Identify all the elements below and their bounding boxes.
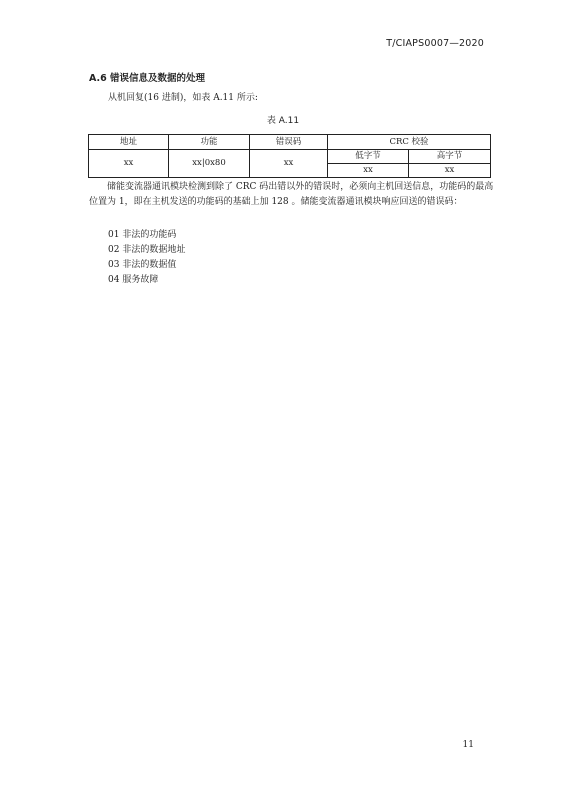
cell-address: xx — [89, 150, 169, 178]
table-caption: 表 A.11 — [266, 116, 300, 126]
cell-function: xx|0x80 — [169, 150, 250, 178]
error-code-list — [108, 228, 185, 288]
cell-crc-high: xx — [409, 164, 491, 178]
list-item: 01 非法的功能码 — [108, 230, 177, 240]
list-item: 04 服务故障 — [108, 275, 159, 285]
header-crc-low: 低字节 — [328, 150, 409, 164]
body-paragraph: 储能变流器通讯模块检测到除了 CRC 码出错以外的错误时，必须向主机回送信息，功能码的最高位置为 1，即在主机发送的功能码的基础上加 128 。储能变流器通讯模块响应回送的错误码： — [89, 182, 494, 207]
header-crc-high: 高字节 — [409, 150, 491, 164]
intro-text: 从机回复(16 进制)，如表 A.11 所示: — [108, 93, 258, 103]
header-error-code: 错误码 — [250, 135, 328, 150]
header-crc: CRC 校验 — [328, 135, 491, 150]
list-item: 02 非法的数据地址 — [108, 245, 186, 255]
response-table — [88, 134, 491, 178]
list-item: 03 非法的数据值 — [108, 260, 177, 270]
document-code: T/CIAPS0007—2020 — [386, 38, 484, 49]
table-header-row — [89, 135, 491, 150]
header-address: 地址 — [89, 135, 169, 150]
cell-crc-low: xx — [328, 164, 409, 178]
header-function: 功能 — [169, 135, 250, 150]
section-heading: A.6 错误信息及数据的处理 — [89, 73, 206, 84]
page-number: 11 — [462, 740, 474, 750]
table-row — [89, 150, 491, 164]
cell-error-code: xx — [250, 150, 328, 178]
